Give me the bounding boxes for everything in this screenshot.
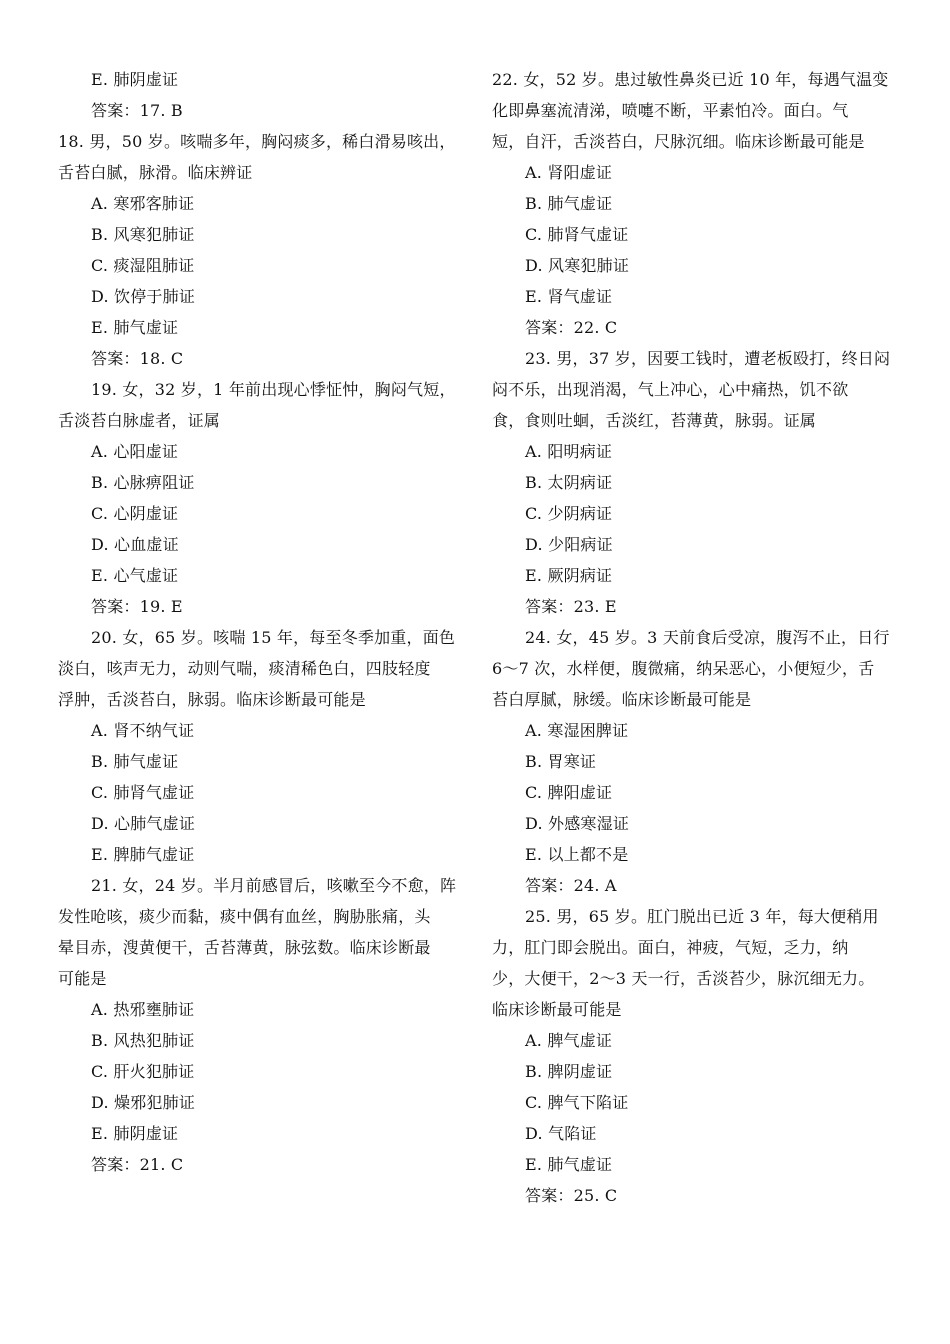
option-line: A. 脾气虚证 <box>525 1031 613 1050</box>
option-line: A. 热邪壅肺证 <box>91 1000 195 1019</box>
question-text-line: 力，肛门即会脱出。面白，神疲，气短，乏力，纳 <box>492 938 849 957</box>
answer-line: 答案：23. E <box>525 597 617 616</box>
question-line: 19. 女，32 岁，1 年前出现心悸怔忡，胸闷气短， <box>91 380 456 399</box>
option-line: D. 心肺气虚证 <box>91 814 196 833</box>
option-line: A. 阳明病证 <box>525 442 613 461</box>
option-line: D. 燥邪犯肺证 <box>91 1093 196 1112</box>
option-line: E. 厥阴病证 <box>525 566 613 585</box>
option-line: D. 饮停于肺证 <box>91 287 196 306</box>
answer-line: 答案：21. C <box>91 1155 184 1174</box>
answer-line: 答案：19. E <box>91 597 183 616</box>
option-line: E. 肺阴虚证 <box>91 70 179 89</box>
question-line: 25. 男，65 岁。肛门脱出已近 3 年，每大便稍用 <box>525 907 879 926</box>
option-line: D. 少阳病证 <box>525 535 613 554</box>
answer-line: 答案：25. C <box>525 1186 618 1205</box>
question-text-line: 淡白，咳声无力，动则气喘，痰清稀色白，四肢轻度 <box>58 659 431 678</box>
right-column <box>492 64 892 1211</box>
option-line: E. 肺阴虚证 <box>91 1124 179 1143</box>
question-line: 21. 女，24 岁。半月前感冒后，咳嗽至今不愈，阵 <box>91 876 457 895</box>
option-line: D. 风寒犯肺证 <box>525 256 630 275</box>
option-line: C. 肝火犯肺证 <box>91 1062 195 1081</box>
question-text-line: 6～7 次，水样便，腹微痛，纳呆恶心，小便短少，舌 <box>492 659 875 678</box>
option-line: E. 肾气虚证 <box>525 287 613 306</box>
option-line: B. 胃寒证 <box>525 752 597 771</box>
option-line: D. 外感寒湿证 <box>525 814 630 833</box>
question-text-line: 闷不乐，出现消渴，气上冲心，心中痛热，饥不欲 <box>492 380 849 399</box>
question-text-line: 短，自汗，舌淡苔白，尺脉沉细。临床诊断最可能是 <box>492 132 865 151</box>
option-line: B. 太阴病证 <box>525 473 613 492</box>
option-line: C. 脾气下陷证 <box>525 1093 629 1112</box>
question-line: 20. 女，65 岁。咳喘 15 年，每至冬季加重，面色 <box>91 628 456 647</box>
option-line: C. 脾阳虚证 <box>525 783 613 802</box>
option-line: C. 肺肾气虚证 <box>525 225 629 244</box>
option-line: A. 心阳虚证 <box>91 442 179 461</box>
option-line: A. 寒湿困脾证 <box>525 721 629 740</box>
option-line: C. 痰湿阻肺证 <box>91 256 195 275</box>
left-column <box>58 64 458 1180</box>
answer-line: 答案：24. A <box>525 876 617 895</box>
answer-line: 答案：18. C <box>91 349 184 368</box>
question-text-line: 苔白厚腻，脉缓。临床诊断最可能是 <box>492 690 752 709</box>
question-text-line: 舌苔白腻，脉滑。临床辨证 <box>58 163 253 182</box>
option-line: C. 心阴虚证 <box>91 504 179 523</box>
option-line: B. 肺气虚证 <box>525 194 613 213</box>
option-line: B. 心脉痹阻证 <box>91 473 195 492</box>
question-text-line: 舌淡苔白脉虚者，证属 <box>58 411 221 430</box>
question-text-line: 晕目赤，溲黄便干，舌苔薄黄，脉弦数。临床诊断最 <box>58 938 431 957</box>
question-line: 22. 女，52 岁。患过敏性鼻炎已近 10 年，每遇气温变 <box>492 70 889 89</box>
option-line: E. 脾肺气虚证 <box>91 845 195 864</box>
question-text-line: 可能是 <box>58 969 107 988</box>
question-text-line: 临床诊断最可能是 <box>492 1000 622 1019</box>
option-line: E. 肺气虚证 <box>525 1155 613 1174</box>
question-line: 18. 男，50 岁。咳喘多年，胸闷痰多，稀白滑易咳出， <box>58 132 456 151</box>
option-line: B. 脾阴虚证 <box>525 1062 613 1081</box>
question-text-line: 食，食则吐蛔，舌淡红，苔薄黄，脉弱。证属 <box>492 411 817 430</box>
question-text-line: 浮肿，舌淡苔白，脉弱。临床诊断最可能是 <box>58 690 366 709</box>
question-line: 24. 女，45 岁。3 天前食后受凉，腹泻不止，日行 <box>525 628 890 647</box>
option-line: D. 心血虚证 <box>91 535 179 554</box>
answer-line: 答案：17. B <box>91 101 183 120</box>
option-line: A. 肾阳虚证 <box>525 163 613 182</box>
option-line: C. 肺肾气虚证 <box>91 783 195 802</box>
answer-line: 答案：22. C <box>525 318 618 337</box>
option-line: A. 肾不纳气证 <box>91 721 195 740</box>
option-line: E. 心气虚证 <box>91 566 179 585</box>
question-text-line: 少，大便干，2～3 天一行，舌淡苔少，脉沉细无力。 <box>492 969 875 988</box>
option-line: B. 风热犯肺证 <box>91 1031 195 1050</box>
option-line: D. 气陷证 <box>525 1124 597 1143</box>
question-line: 23. 男，37 岁，因要工钱时，遭老板殴打，终日闷 <box>525 349 891 368</box>
option-line: B. 肺气虚证 <box>91 752 179 771</box>
option-line: A. 寒邪客肺证 <box>91 194 195 213</box>
option-line: E. 以上都不是 <box>525 845 629 864</box>
option-line: C. 少阴病证 <box>525 504 613 523</box>
option-line: E. 肺气虚证 <box>91 318 179 337</box>
question-text-line: 发性呛咳，痰少而黏，痰中偶有血丝，胸胁胀痛，头 <box>58 907 431 926</box>
option-line: B. 风寒犯肺证 <box>91 225 195 244</box>
question-text-line: 化即鼻塞流清涕，喷嚏不断，平素怕冷。面白。气 <box>492 101 849 120</box>
